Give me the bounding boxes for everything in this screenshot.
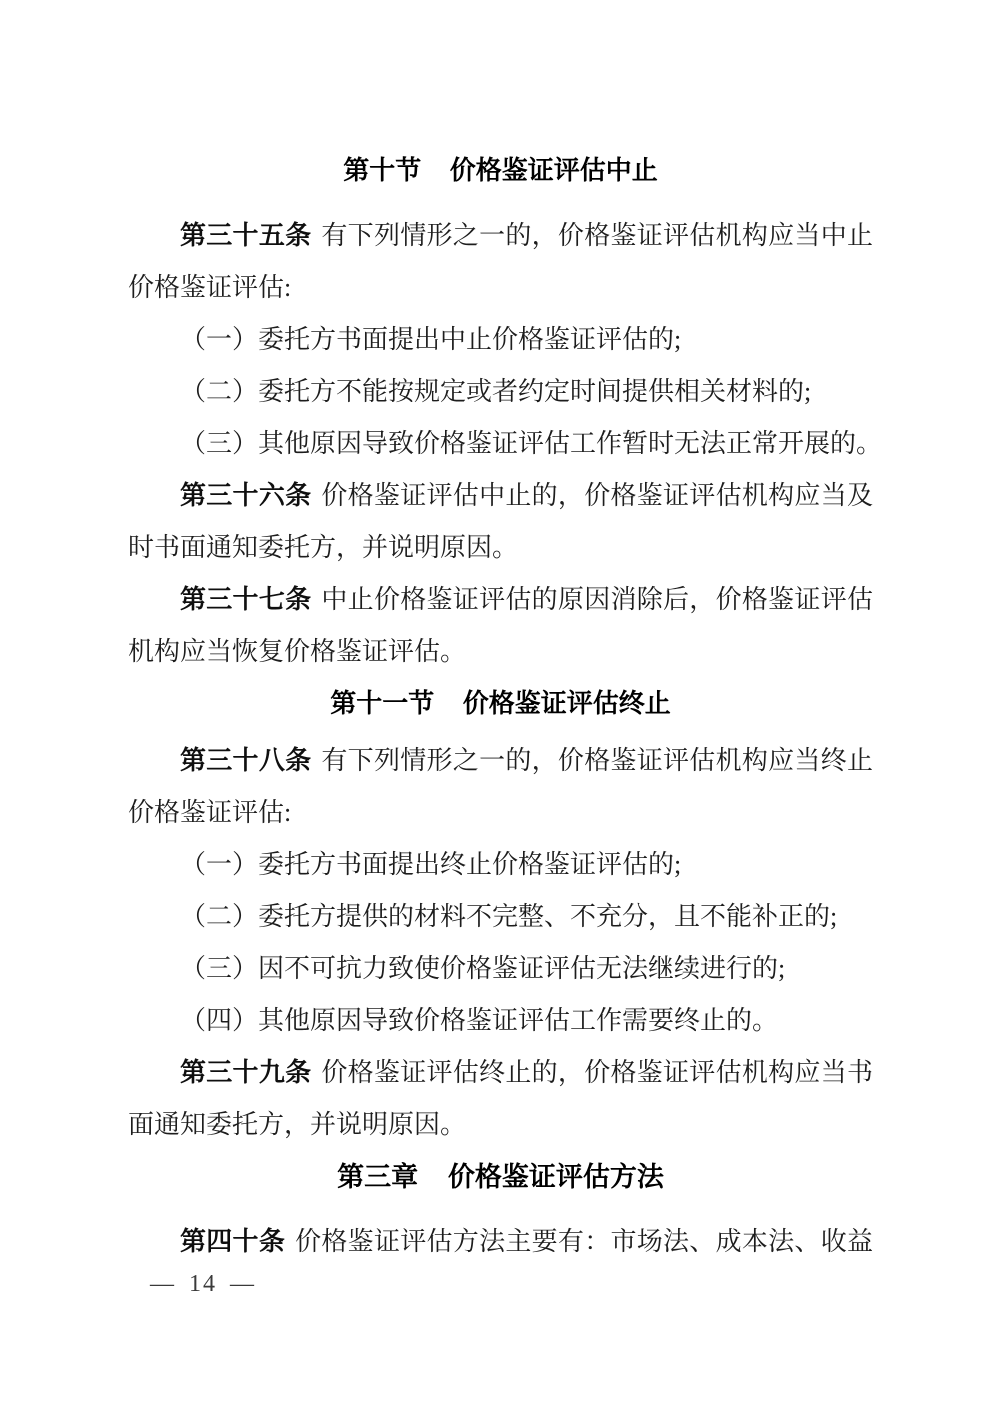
article-39-text: 价格鉴证评估终止的，价格鉴证评估机构应当书 [321,1058,873,1087]
item-s10-2: （二）委托方不能按规定或者约定时间提供相关材料的; [180,377,812,406]
article-38-line-2: 价格鉴证评估: [128,798,292,827]
article-35-number: 第三十五条 [180,221,312,250]
article-36-line-1 [128,470,873,522]
page-number: — 14 — [150,1271,256,1297]
article-36-text: 价格鉴证评估中止的，价格鉴证评估机构应当及 [321,481,873,510]
section-heading-11 [128,678,873,730]
section-number: 第十一节 [330,689,435,718]
article-39-number: 第三十九条 [180,1058,312,1087]
article-38-line-1 [128,735,873,787]
article-35-line-1 [128,210,873,262]
chapter-title: 价格鉴证评估方法 [447,1162,664,1192]
section-title: 价格鉴证评估终止 [462,689,671,718]
article-36-number: 第三十六条 [180,481,312,510]
article-40-text: 价格鉴证评估方法主要有：市场法、成本法、收益 [295,1227,873,1256]
article-37-number: 第三十七条 [180,585,312,614]
section-number: 第十节 [343,156,422,185]
article-38-text: 有下列情形之一的，价格鉴证评估机构应当终止 [321,746,873,775]
article-40-line-1 [128,1216,873,1268]
page-body [128,145,883,1268]
section-heading-10 [128,145,873,197]
article-37-line-2: 机构应当恢复价格鉴证评估。 [128,637,467,666]
section-title: 价格鉴证评估中止 [449,156,658,185]
item-s11-2: （二）委托方提供的材料不完整、不充分，且不能补正的; [180,902,838,931]
article-37-text: 中止价格鉴证评估的原因消除后，价格鉴证评估 [321,585,873,614]
article-40-number: 第四十条 [180,1227,286,1256]
item-s11-4: （四）其他原因导致价格鉴证评估工作需要终止的。 [180,1006,779,1035]
article-37-line-1 [128,574,873,626]
chapter-heading-3 [128,1151,873,1203]
item-s10-1: （一）委托方书面提出中止价格鉴证评估的; [180,325,682,354]
article-35-text: 有下列情形之一的，价格鉴证评估机构应当中止 [321,221,873,250]
article-39-line-2: 面通知委托方，并说明原因。 [128,1110,467,1139]
item-s11-3: （三）因不可抗力致使价格鉴证评估无法继续进行的; [180,954,786,983]
article-39-line-1 [128,1047,873,1099]
chapter-number: 第三章 [337,1162,419,1192]
article-36-line-2: 时书面通知委托方，并说明原因。 [128,533,519,562]
item-s11-1: （一）委托方书面提出终止价格鉴证评估的; [180,850,682,879]
article-38-number: 第三十八条 [180,746,312,775]
item-s10-3: （三）其他原因导致价格鉴证评估工作暂时无法正常开展的。 [180,429,883,458]
article-35-line-2: 价格鉴证评估: [128,273,292,302]
